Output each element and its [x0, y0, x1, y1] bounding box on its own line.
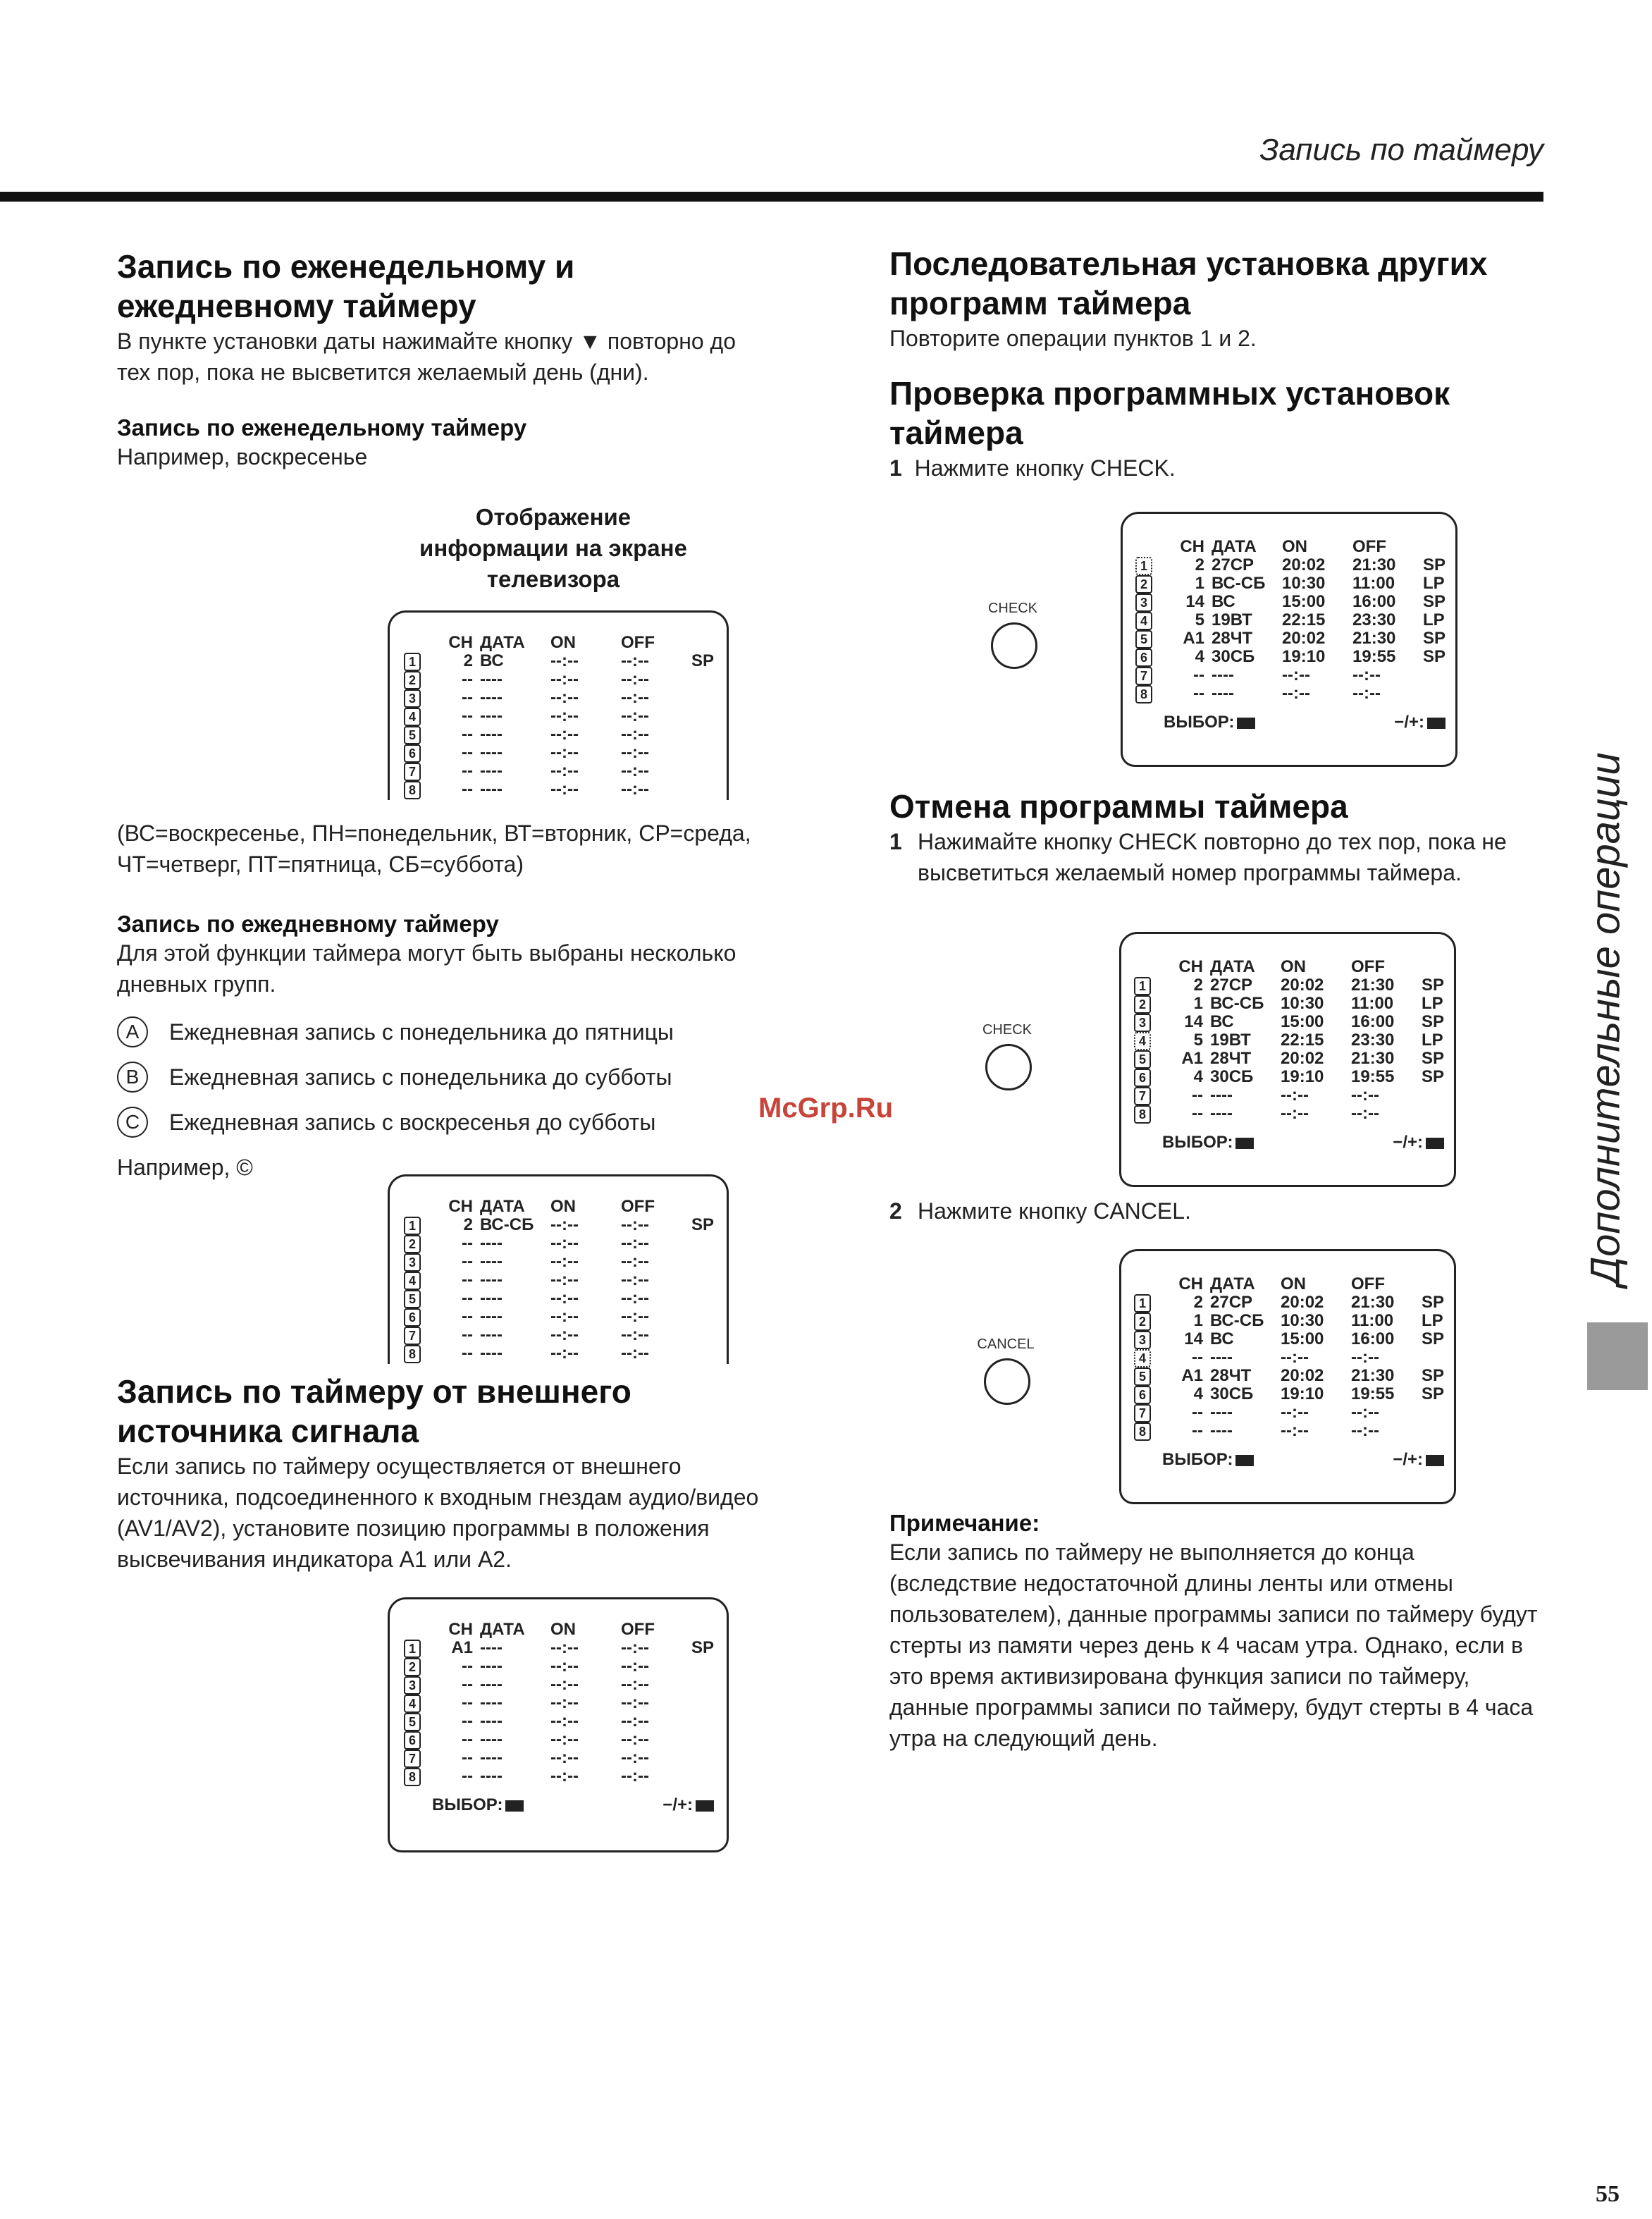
osd-row: 7 -- ---- --:-- --:--: [1134, 1086, 1450, 1105]
osd-row: 5 -- ---- --:-- --:--: [404, 725, 720, 744]
osd-row: 8 -- ---- --:-- --:--: [404, 1344, 720, 1363]
osd-weekly: [404, 634, 720, 799]
osd-row: 2 1 ВС-СБ 10:30 11:00 LP: [1135, 574, 1451, 593]
day-legend-block: [117, 818, 751, 1183]
check-button-illustration: [975, 1022, 1039, 1090]
select-arrows-icon: [1237, 718, 1255, 729]
osd-row: 6 -- ---- --:-- --:--: [404, 744, 720, 762]
section-cancel: [889, 787, 1552, 888]
osd-row: 1 2 27СР 20:02 21:30 SP: [1134, 1293, 1450, 1312]
header-rule: [0, 192, 1543, 202]
osd-row: 1 A1 ---- --:-- --:-- SP: [404, 1639, 720, 1657]
osd-row: 2 -- ---- --:-- --:--: [404, 670, 720, 689]
osd-footer: ВЫБОР: −/+:: [1134, 1133, 1444, 1152]
side-tab-marker: [1587, 1322, 1648, 1390]
osd-row: 1 2 ВС-СБ --:-- --:-- SP: [404, 1216, 720, 1234]
section-text: Для этой функции таймера могут быть выбраны несколько дневных групп.: [117, 940, 736, 997]
osd-row: 7 -- ---- --:-- --:--: [1134, 1403, 1450, 1422]
section-title: Запись по еженедельному и ежедневному таймеру: [117, 248, 575, 324]
plusminus-arrows-icon: [696, 1800, 714, 1812]
osd-row: 8 -- ---- --:-- --:--: [1134, 1105, 1450, 1123]
osd-row: 1 2 ВС --:-- --:-- SP: [404, 652, 720, 670]
section-text: Повторите операции пунктов 1 и 2.: [889, 326, 1257, 351]
osd-row: 2 1 ВС-СБ 10:30 11:00 LP: [1134, 995, 1450, 1013]
osd-row: 8 -- ---- --:-- --:--: [1135, 684, 1451, 703]
osd-row: 1 2 27СР 20:02 21:30 SP: [1134, 976, 1450, 995]
section-title: Отмена программы таймера: [889, 788, 1348, 825]
osd-row: 4 -- ---- --:-- --:--: [404, 707, 720, 725]
osd-row: 3 -- ---- --:-- --:--: [404, 1253, 720, 1271]
osd-row: 5 A1 28ЧТ 20:02 21:30 SP: [1134, 1367, 1450, 1385]
section-weekly-daily: [117, 247, 751, 472]
osd-row: 4 5 19ВТ 22:15 23:30 LP: [1134, 1031, 1450, 1050]
section-external: [117, 1372, 794, 1575]
example-text: Например, ©: [117, 1155, 253, 1180]
day-legend: (ВС=воскресенье, ПН=понедельник, ВТ=вторник, СР=среда, ЧТ=четверг, ПТ=пятница, СБ=суббота): [117, 820, 751, 877]
osd-row: 4 -- ---- --:-- --:--: [404, 1271, 720, 1289]
plusminus-arrows-icon: [1427, 718, 1446, 729]
osd-row: 7 -- ---- --:-- --:--: [1135, 666, 1451, 684]
cancel-step-2: [889, 1195, 1552, 1227]
osd-row: 6 4 30СБ 19:10 19:55 SP: [1134, 1068, 1450, 1086]
osd-row: 6 4 30СБ 19:10 19:55 SP: [1134, 1385, 1450, 1403]
option-mark: C: [117, 1107, 148, 1138]
note-title: Примечание:: [889, 1510, 1040, 1536]
osd-row: 5 A1 28ЧТ 20:02 21:30 SP: [1135, 629, 1451, 648]
plusminus-arrows-icon: [1426, 1138, 1444, 1149]
osd-row: 1 2 27СР 20:02 21:30 SP: [1135, 556, 1451, 574]
osd-row: 5 -- ---- --:-- --:--: [404, 1712, 720, 1731]
osd-row: 2 -- ---- --:-- --:--: [404, 1234, 720, 1253]
step: 2 Нажмите кнопку CANCEL.: [889, 1198, 1191, 1224]
osd-cancel-select: CH ДАТА ON OFF 1 2 27СР 20:02 21:30 SP 2 1 ВС-СБ 10:30 11:00 LP 3 14 ВС 15:00 16:00 SP 4 5 19ВТ 22:15 23:30 LP 5 A1 28ЧТ 20:02 21:30 SP 6 4 30СБ 19:10 19:55 SP 7 -- ---- --:-- --:-- 8 -- ---- --:-- --:-- ВЫБОР: −/+:: [1134, 958, 1450, 1152]
section-text: В пункте установки даты нажимайте кнопку ▼ повторно до тех пор, пока не высветится желаемый день (дни).: [117, 328, 736, 385]
section-title: Проверка программных установок таймера: [889, 375, 1450, 451]
step: 1 Нажмите кнопку CHECK.: [889, 455, 1176, 481]
section-title: Запись по таймеру от внешнего источника сигнала: [117, 1373, 631, 1449]
side-tab-label: Дополнительные операции: [1582, 751, 1629, 1286]
option-mark: A: [117, 1016, 148, 1047]
osd-row: 8 -- ---- --:-- --:--: [404, 780, 720, 799]
tv-screen-external: [388, 1597, 729, 1852]
tv-screen-cancel-select: [1119, 932, 1456, 1187]
osd-row: 2 1 ВС-СБ 10:30 11:00 LP: [1134, 1312, 1450, 1330]
osd-row: 5 A1 28ЧТ 20:02 21:30 SP: [1134, 1050, 1450, 1068]
tv-screen-daily: [388, 1174, 729, 1364]
osd-row: 7 -- ---- --:-- --:--: [404, 1749, 720, 1767]
check-button-illustration: [981, 601, 1044, 669]
osd-row: 3 14 ВС 15:00 16:00 SP: [1134, 1330, 1450, 1348]
select-arrows-icon: [505, 1800, 524, 1812]
side-tab: [1563, 726, 1648, 1311]
subsection-title: Запись по ежедневному таймеру: [117, 911, 499, 937]
check-button-icon: [985, 1044, 1032, 1090]
osd-row: 4 5 19ВТ 22:15 23:30 LP: [1135, 611, 1451, 629]
cancel-button-icon: [984, 1358, 1030, 1405]
osd-row: 7 -- ---- --:-- --:--: [404, 762, 720, 780]
osd-row: 6 -- ---- --:-- --:--: [404, 1731, 720, 1749]
osd-row: 8 -- ---- --:-- --:--: [1134, 1422, 1450, 1440]
select-arrows-icon: [1235, 1138, 1254, 1149]
note-text: Если запись по таймеру не выполняется до конца (вследствие недостаточной длины ленты или отмены пользователем), данные программы записи по таймеру будут стерты из памяти через день к 4 часам утра. Однако, если в это время активизирована функция записи по таймеру, данные программы записи по таймеру, будут стерты в 4 часа утра на следующий день.: [889, 1539, 1538, 1751]
note-block: [889, 1510, 1545, 1754]
osd-col-ch: CH: [448, 633, 473, 652]
osd-row: 3 14 ВС 15:00 16:00 SP: [1134, 1013, 1450, 1031]
screen-caption: Отображение информации на экране телевизора: [419, 504, 687, 592]
tv-screen-check: [1121, 512, 1457, 767]
section-text: Если запись по таймеру осуществляется от внешнего источника, подсоединенного к входным гнездам аудио/видео (AV1/AV2), установите позицию программы в положения высвечивания индикатора A1 или A2.: [117, 1453, 759, 1572]
osd-col-off: OFF: [621, 633, 655, 652]
osd-footer: ВЫБОР: −/+:: [1134, 1450, 1444, 1470]
osd-cancelled: CH ДАТА ON OFF 1 2 27СР 20:02 21:30 SP 2 1 ВС-СБ 10:30 11:00 LP 3 14 ВС 15:00 16:00 SP 4 -- ---- --:-- --:-- 5 A1 28ЧТ 20:02 21:30 SP 6 4 30СБ 19:10 19:55 SP 7 -- ---- --:-- --:-- 8 -- ---- --:-- --:-- ВЫБОР: −/+:: [1134, 1275, 1450, 1470]
osd-row: 3 -- ---- --:-- --:--: [404, 1676, 720, 1694]
select-arrows-icon: [1235, 1455, 1254, 1466]
cancel-button-label: CANCEL: [977, 1336, 1035, 1352]
step: 1 Нажимайте кнопку CHECK повторно до тех пор, пока не высветиться желаемый номер программы таймера.: [889, 829, 1507, 885]
osd-external: CH ДАТА ON OFF 1 A1 ---- --:-- --:-- SP 2 -- ---- --:-- --:-- 3 -- ---- --:-- --:-- 4 -- ---- --:-- --:-- 5 -- ---- --:-- --:-- 6 -- ---- --:-- --:-- 7 -- ---- --:-- --:-- 8 -- ---- --:-- --:-- ВЫБОР: −/+:: [404, 1621, 720, 1815]
daily-option: B Ежедневная запись с понедельника до субботы: [117, 1062, 751, 1093]
daily-option: C Ежедневная запись с воскресенья до субботы: [117, 1107, 751, 1138]
osd-footer: ВЫБОР: −/+:: [1135, 713, 1446, 732]
osd-row: 6 4 30СБ 19:10 19:55 SP: [1135, 648, 1451, 666]
osd-row: 3 -- ---- --:-- --:--: [404, 689, 720, 707]
program-number: 1: [404, 653, 421, 671]
osd-check: CH ДАТА ON OFF 1 2 27СР 20:02 21:30 SP 2 1 ВС-СБ 10:30 11:00 LP 3 14 ВС 15:00 16:00 SP 4 5 19ВТ 22:15 23:30 LP 5 A1 28ЧТ 20:02 21:30 SP 6 4 30СБ 19:10 19:55 SP 7 -- ---- --:-- --:-- 8 -- ---- --:-- --:-- ВЫБОР: −/+:: [1135, 538, 1451, 732]
running-header: Запись по таймеру: [1259, 133, 1543, 167]
osd-row: 8 -- ---- --:-- --:--: [404, 1767, 720, 1785]
check-button-label: CHECK: [982, 1022, 1032, 1038]
check-button-label: CHECK: [987, 601, 1037, 616]
section-check: [889, 374, 1552, 484]
option-mark: B: [117, 1062, 148, 1093]
osd-row: 4 -- ---- --:-- --:--: [1134, 1348, 1450, 1367]
osd-row: 6 -- ---- --:-- --:--: [404, 1308, 720, 1326]
example-text: Например, воскресенье: [117, 444, 368, 469]
osd-row: 7 -- ---- --:-- --:--: [404, 1326, 720, 1344]
tv-screen-cancelled: [1119, 1249, 1456, 1504]
osd-footer: ВЫБОР: −/+:: [404, 1795, 714, 1815]
osd-daily: CH ДАТА ON OFF 1 2 ВС-СБ --:-- --:-- SP 2 -- ---- --:-- --:-- 3 -- ---- --:-- --:-- 4 -- ---- --:-- --:-- 5 -- ---- --:-- --:-- 6 -- ---- --:-- --:-- 7 -- ---- --:-- --:-- 8 -- ---- --:-- --:--: [404, 1198, 720, 1363]
daily-options: [117, 1016, 751, 1138]
daily-option: A Ежедневная запись с понедельника до пятницы: [117, 1016, 751, 1047]
tv-screen-weekly: [388, 610, 729, 800]
subsection-title: Запись по еженедельному таймеру: [117, 414, 527, 441]
osd-row: 5 -- ---- --:-- --:--: [404, 1289, 720, 1308]
page-number: 55: [1596, 2181, 1620, 2207]
plusminus-arrows-icon: [1426, 1455, 1444, 1466]
osd-row: 3 14 ВС 15:00 16:00 SP: [1135, 593, 1451, 611]
cancel-button-illustration: [974, 1336, 1037, 1405]
osd-col-date: ДАТА: [480, 633, 525, 652]
osd-row: 4 -- ---- --:-- --:--: [404, 1694, 720, 1712]
osd-col-on: ON: [550, 633, 576, 652]
section-sequential: [889, 244, 1552, 354]
watermark: McGrp.Ru: [758, 1093, 894, 1124]
osd-row: 2 -- ---- --:-- --:--: [404, 1657, 720, 1676]
section-title: Последовательная установка других программ таймера: [889, 245, 1488, 321]
check-button-icon: [991, 622, 1037, 669]
